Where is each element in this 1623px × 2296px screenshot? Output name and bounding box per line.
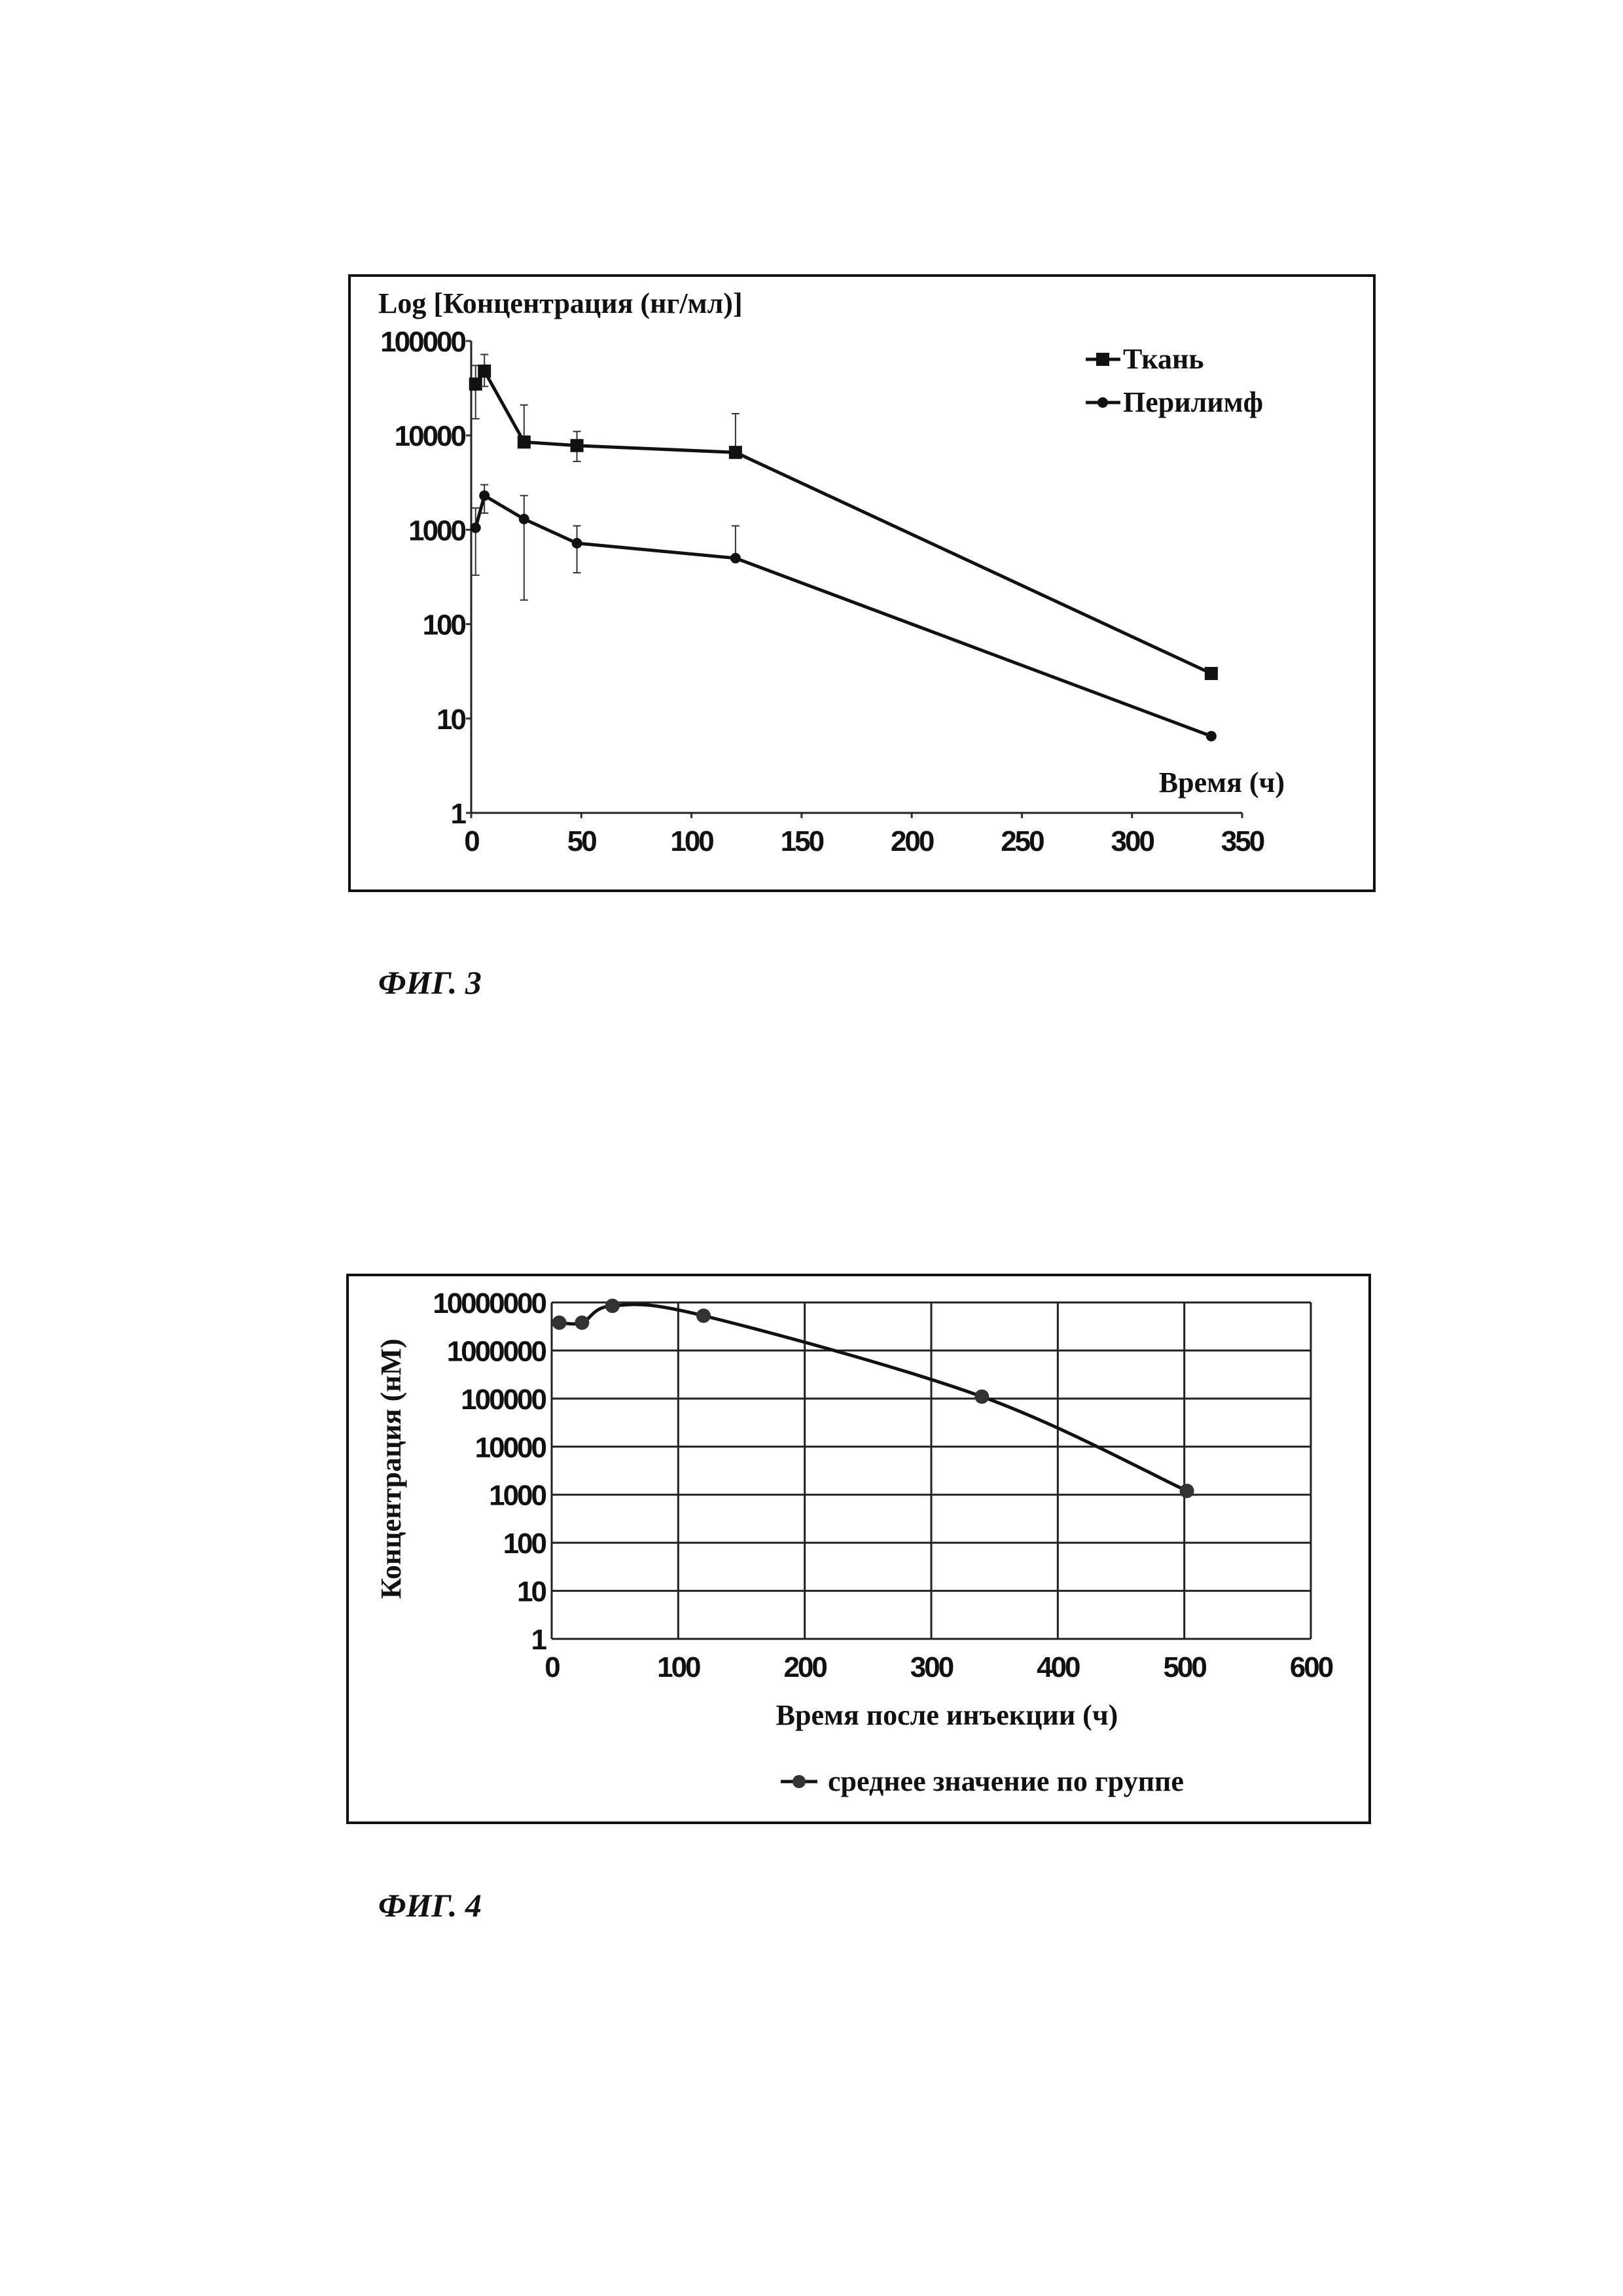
x-tick-label: 400 [1037, 1651, 1080, 1683]
data-point-circle [605, 1299, 620, 1313]
data-point-circle [575, 1316, 589, 1330]
figures-canvas [0, 0, 1623, 2296]
x-tick-label: 300 [1111, 825, 1154, 857]
y-tick-label: 100000 [461, 1384, 546, 1416]
x-tick-label: 350 [1221, 825, 1264, 857]
y-tick-label: 1 [451, 798, 467, 830]
data-point-circle [974, 1390, 989, 1404]
legend-circle-marker-icon [1097, 397, 1108, 408]
data-point-circle [552, 1316, 567, 1330]
legend-label-tissue: Ткань [1123, 343, 1204, 375]
y-tick-label: 100 [423, 609, 466, 641]
data-point-square [1205, 667, 1218, 680]
legend-label-group-mean: среднее значение по группе [828, 1765, 1184, 1797]
patent-page [0, 0, 1623, 2296]
legend-circle-marker-icon [793, 1775, 806, 1788]
x-tick-label: 250 [1001, 825, 1044, 857]
y-tick-label: 1000 [489, 1480, 546, 1512]
figure-4-chart [348, 1275, 1370, 1823]
legend-label-perilymph: Перилимф [1123, 386, 1263, 418]
legend-square-marker-icon [1096, 353, 1109, 366]
x-tick-label: 0 [464, 825, 479, 857]
y-tick-label: 100000 [380, 326, 465, 358]
data-point-circle [471, 522, 481, 533]
series-line-0 [476, 371, 1211, 673]
data-point-circle [572, 538, 582, 548]
figure-4-x-label: Время после инъекции (ч) [776, 1699, 1118, 1731]
x-tick-label: 600 [1290, 1651, 1333, 1683]
data-point-square [729, 446, 742, 459]
y-tick-label: 10000000 [433, 1287, 546, 1319]
figure-4-caption: ФИГ. 4 [378, 1886, 482, 1924]
x-tick-label: 150 [781, 825, 824, 857]
data-point-circle [1206, 731, 1217, 742]
data-point-square [571, 439, 584, 452]
figure-3-chart [349, 276, 1374, 891]
x-tick-label: 500 [1163, 1651, 1206, 1683]
y-tick-label: 1000 [408, 514, 465, 547]
data-point-circle [519, 514, 529, 524]
x-tick-label: 200 [783, 1651, 827, 1683]
y-tick-label: 10 [437, 704, 465, 736]
data-point-circle [479, 490, 490, 501]
x-tick-label: 0 [544, 1651, 560, 1683]
y-tick-label: 10 [517, 1576, 546, 1608]
data-point-square [518, 435, 531, 448]
data-point-circle [1180, 1484, 1194, 1498]
y-tick-label: 100 [503, 1528, 546, 1560]
figure-3-caption: ФИГ. 3 [378, 963, 482, 1001]
figure-3-legend [1086, 343, 1263, 418]
figure-4-y-label: Концентрация (нМ) [375, 1338, 407, 1599]
data-point-square [469, 378, 482, 391]
x-tick-label: 100 [657, 1651, 700, 1683]
y-tick-label: 10000 [475, 1431, 546, 1463]
x-tick-label: 200 [891, 825, 934, 857]
y-tick-label: 1 [531, 1624, 547, 1656]
figure-3-y-title: Log [Концентрация (нг/мл)] [378, 287, 743, 319]
series-line-1 [476, 495, 1211, 736]
data-point-circle [696, 1308, 711, 1323]
y-tick-label: 10000 [395, 420, 466, 452]
figure-3-x-label: Время (ч) [1159, 766, 1285, 798]
data-point-square [478, 365, 491, 378]
data-point-circle [730, 553, 741, 564]
y-tick-label: 1000000 [447, 1335, 546, 1367]
figure-3-frame [349, 276, 1374, 891]
figure-4-legend [781, 1765, 1184, 1797]
x-tick-label: 300 [910, 1651, 954, 1683]
x-tick-label: 100 [670, 825, 713, 857]
x-tick-label: 50 [567, 825, 596, 857]
